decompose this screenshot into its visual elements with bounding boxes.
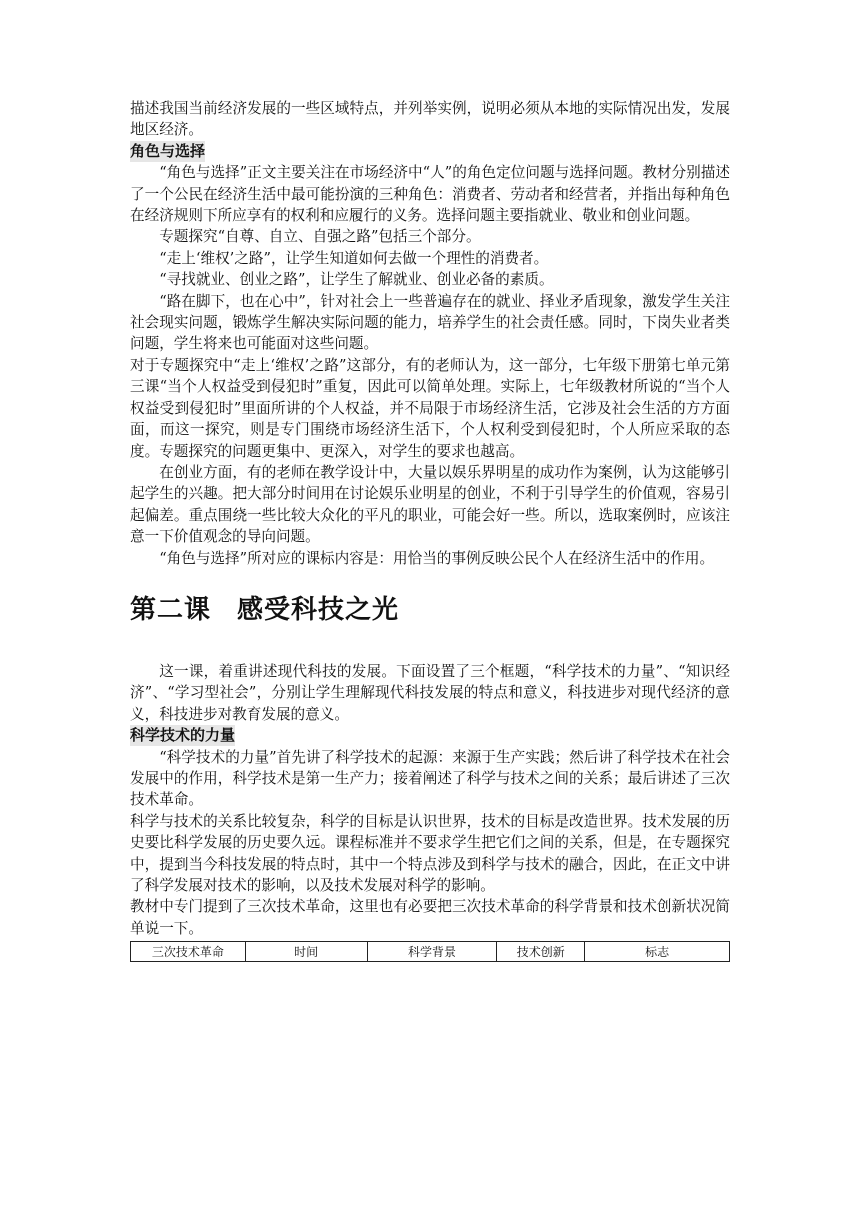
section2-paragraph: 科学与技术的关系比较复杂，科学的目标是认识世界，技术的目标是改造世界。技术发展的历史要比科学发展的历史要久远。课程标准并不要求学生把它们之间的关系，但是，在专题探究中，提到当今科技发展的特点时，其中一个特点涉及到科学与技术的融合，因此，在正文中讲了科学发展对技术的影响，以及技术发展对科学的影响。 — [130, 812, 730, 894]
document-page — [130, 98, 730, 962]
section1-paragraph: 专题探究“自尊、自立、自强之路”包括三个部分。 — [159, 228, 481, 246]
table-header-cell: 技术创新 — [497, 942, 585, 962]
section1-paragraph: “路在脚下，也在心中”，针对社会上一些普遍存在的就业、择业矛盾现象，激发学生关注社会现实问题，锻炼学生解决实际问题的能力，培养学生的社会责任感。同时，下岗失业者类问题，学生将来也可能面对这些问题。 — [130, 292, 730, 353]
section2-paragraph: 教材中专门提到了三次技术革命，这里也有必要把三次技术革命的科学背景和技术创新状况简单说一下。 — [130, 898, 730, 937]
tech-revolution-table — [130, 941, 730, 962]
paragraph-top: 描述我国当前经济发展的一些区域特点，并列举实例，说明必须从本地的实际情况出发，发展地区经济。 — [130, 100, 730, 139]
table-header-cell: 三次技术革命 — [131, 942, 246, 962]
section1-paragraph: 对于专题探究中“走上‘维权’之路”这部分，有的老师认为，这一部分，七年级下册第七单元第三课“当个人权益受到侵犯时”重复，因此可以简单处理。实际上，七年级教材所说的“当个人权益受到侵犯时”里面所讲的个人权益，并不局限于市场经济生活，它涉及社会生活的方方面面，而这一探究，则是专门围绕市场经济生活下，个人权利受到侵犯时，个人所应采取的态度。专题探究的问题更集中、更深入，对学生的要求也越高。 — [130, 356, 730, 460]
table-header-cell: 科学背景 — [367, 942, 497, 962]
section-title-role-choice: 角色与选择 — [130, 141, 206, 160]
table-header-cell: 时间 — [245, 942, 367, 962]
section2-paragraph: “科学技术的力量”首先讲了科学技术的起源：来源于生产实践；然后讲了科学技术在社会发展中的作用，科学技术是第一生产力；接着阐述了科学与技术之间的关系；最后讲述了三次技术革命。 — [130, 748, 730, 809]
section1-paragraph: “角色与选择”所对应的课标内容是：用恰当的事例反映公民个人在经济生活中的作用。 — [159, 549, 715, 567]
lesson-heading — [130, 593, 730, 627]
lesson-title: 感受科技之光 — [237, 594, 400, 625]
table-header-cell: 标志 — [585, 942, 730, 962]
lesson-intro: 这一课，着重讲述现代科技的发展。下面设置了三个框题，“科学技术的力量”、“知识经济”、“学习型社会”，分别让学生理解现代科技发展的特点和意义，科技进步对现代经济的意义，科技进步对教育发展的意义。 — [130, 662, 730, 723]
section1-paragraph: “走上‘维权’之路”，让学生知道如何去做一个理性的消费者。 — [159, 249, 549, 267]
section1-paragraph: “角色与选择”正文主要关注在市场经济中“人”的角色定位问题与选择问题。教材分别描述了一个公民在经济生活中最可能扮演的三种角色：消费者、劳动者和经营者，并指出每种角色在经济规则下所应享有的权利和应履行的义务。选择问题主要指就业、敬业和创业问题。 — [130, 164, 730, 225]
section1-paragraph: 在创业方面，有的老师在教学设计中，大量以娱乐界明星的成功作为案例，认为这能够引起学生的兴趣。把大部分时间用在讨论娱乐业明星的创业，不利于引导学生的价值观，容易引起偏差。重点围绕一些比较大众化的平凡的职业，可能会好一些。所以，选取案例时，应该注意一下价值观念的导向问题。 — [130, 463, 730, 546]
table-header-row — [131, 942, 730, 962]
section-title-science-power: 科学技术的力量 — [130, 726, 236, 745]
section1-paragraph: “寻找就业、创业之路”，让学生了解就业、创业必备的素质。 — [159, 271, 554, 289]
lesson-number: 第二课 — [130, 594, 212, 625]
